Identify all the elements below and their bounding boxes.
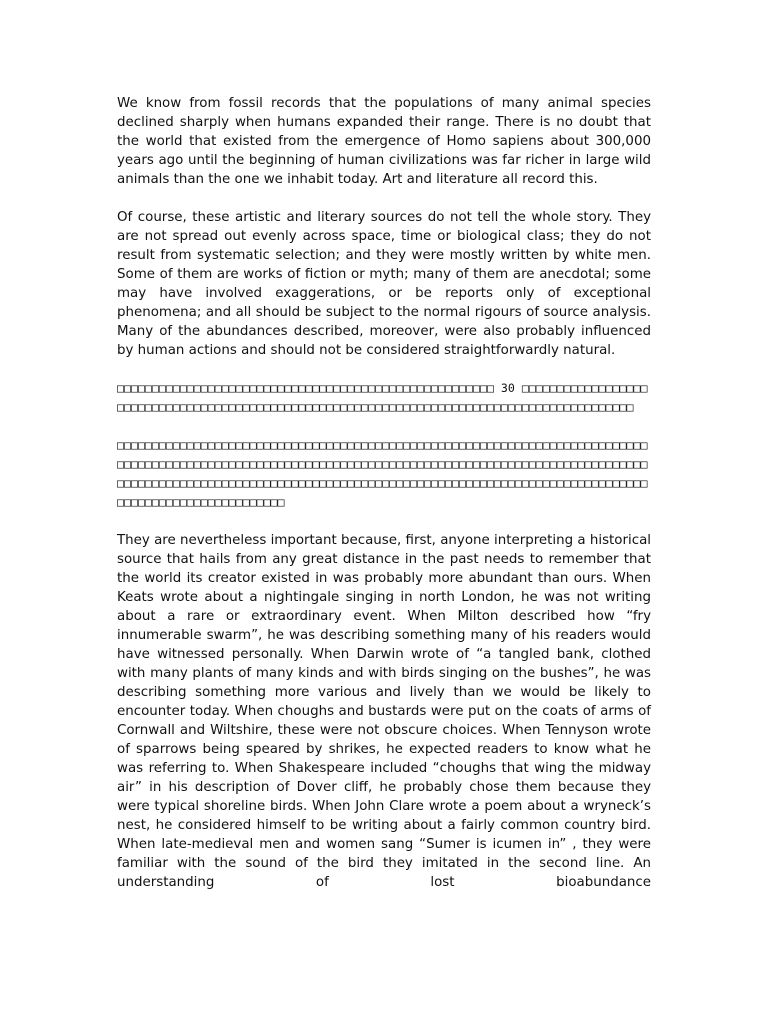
text-column — [117, 94, 651, 911]
paragraph-sources-caveats: Of course, these artistic and literary sources do not tell the whole story. They are not spread out evenly across space, time or biological class; they do not result from systematic selection; and they were mostly written by white men. Some of them are works of fiction or myth; many of them are anecdotal; some may have involved exaggerations, or be reports only of exceptional phenomena; and all should be subject to the normal rigours of source analysis. Many of the abundances described, moreover, were also probably influenced by human actions and should not be considered straightforwardly natural. — [117, 210, 651, 358]
paragraph-unrendered-text-2: □□□□□□□□□□□□□□□□□□□□□□□□□□□□□□□□□□□□□□□□□□□□□□□□□□□□□□□□□□□□□□□□□□□□□□□□□□□□□□□□□□□□□□□□□□□□□□□□□□□□□□□□□□□□□□□□□□□□□□□□□□□□□□□□□□□□□□□□□□□□□□□□□□□□□□□□□□□□□□□□□□□□□□□□□□□□□□□□□□□□□□□□□□□□□□□□□□□□□□□□□□□□□□□□□□□□□□□□□□□□□□□□□□□□□□□□□□□□□□□□□□□□□□□□□□□□ — [117, 438, 648, 509]
paragraph-nevertheless-important: They are nevertheless important because, first, anyone interpreting a historical source that hails from any great distance in the past needs to remember that the world its creator existed in was probably more abundant than ours. When Keats wrote about a nightingale singing in north London, he was not writing about a rare or extraordinary event. When Milton described how “fry innumerable swarm”, he was describing something many of his readers would have witnessed personally. When Darwin wrote of “a tangled bank, clothed with many plants of many kinds and with birds singing on the bushes”, he was describing something more various and lively than we would be likely to encounter today. When choughs and bustards were put on the coats of arms of Cornwall and Wiltshire, these were not obscure choices. When Tennyson wrote of sparrows being speared by shrikes, he expected readers to know what he was referring to. When Shakespeare included “choughs that wing the midway air” in his description of Dover cliff, he probably chose them because they were typical shoreline birds. When John Clare wrote a poem about a wryneck’s nest, he considered himself to be writing about a fairly common country bird. When late-medieval men and women sang “Sumer is icumen in” , they were familiar with the sound of the bird they imitated in the second line. An understanding of lost bioabundance — [117, 533, 651, 890]
paragraph-fossil-records: We know from fossil records that the populations of many animal species declined sharply when humans expanded their range. There is no doubt that the world that existed from the emergence of Homo sapiens about 300,000 years ago until the beginning of human civilizations was far richer in large wild animals than the one we inhabit today. Art and literature all record this. — [117, 96, 651, 187]
paragraph-unrendered-text-1: □□□□□□□□□□□□□□□□□□□□□□□□□□□□□□□□□□□□□□□□□□□□□□□□□□□□□□ 30 □□□□□□□□□□□□□□□□□□□□□□□□□□□□□□□□□□□□□□□□□□□□□□□□□□□□□□□□□□□□□□□□□□□□□□□□□□□□□□□□□□□□□□□□□□□□ — [117, 381, 648, 414]
